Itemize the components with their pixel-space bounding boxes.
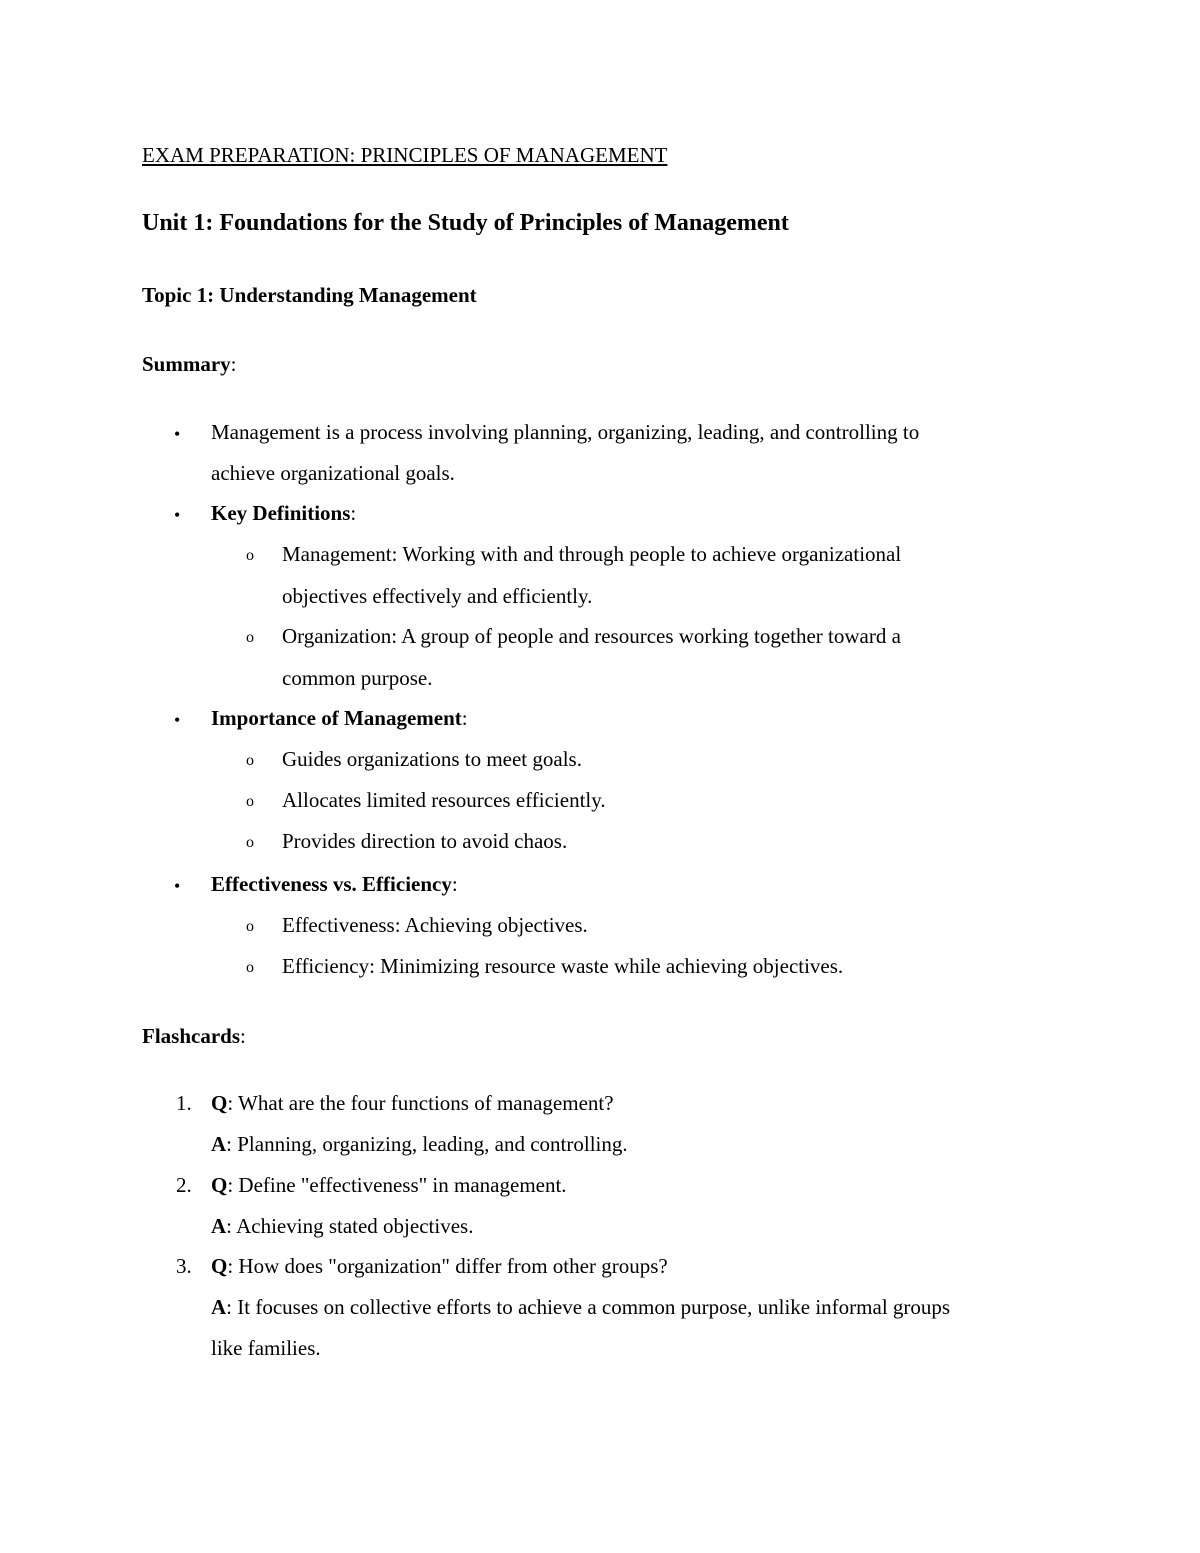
flashcards-label: Flashcards: — [142, 1024, 246, 1048]
definition-organization-line2: common purpose. — [282, 666, 433, 690]
importance-item-3: Provides direction to avoid chaos. — [282, 829, 568, 853]
flashcard-number: 1. — [176, 1091, 192, 1115]
bullet-icon: • — [174, 710, 181, 730]
key-definitions-label: Key Definitions: — [211, 501, 357, 525]
summary-intro-line2: achieve organizational goals. — [211, 461, 455, 485]
definition-organization-line1: Organization: A group of people and resources working together toward a — [282, 624, 901, 648]
sub-bullet-icon: o — [246, 547, 254, 564]
bullet-icon: • — [174, 424, 181, 444]
flashcard-number: 3. — [176, 1254, 192, 1278]
flashcard-answer-continued: like families. — [211, 1336, 321, 1360]
bullet-icon: • — [174, 876, 181, 896]
flashcard-question: Q: Define "effectiveness" in management. — [211, 1173, 567, 1197]
sub-bullet-icon: o — [246, 918, 254, 935]
flashcard-number: 2. — [176, 1173, 192, 1197]
flashcard-answer: A: Planning, organizing, leading, and controlling. — [211, 1132, 628, 1156]
effectiveness-label: Effectiveness vs. Efficiency: — [211, 872, 458, 896]
bullet-icon: • — [174, 505, 181, 525]
effectiveness-item-1: Effectiveness: Achieving objectives. — [282, 913, 588, 937]
sub-bullet-icon: o — [246, 629, 254, 646]
sub-bullet-icon: o — [246, 834, 254, 851]
unit-heading: Unit 1: Foundations for the Study of Principles of Management — [142, 210, 789, 236]
document-title: EXAM PREPARATION: PRINCIPLES OF MANAGEMENT — [142, 143, 668, 167]
topic-heading: Topic 1: Understanding Management — [142, 283, 477, 307]
importance-item-2: Allocates limited resources efficiently. — [282, 788, 606, 812]
sub-bullet-icon: o — [246, 752, 254, 769]
definition-management-line2: objectives effectively and efficiently. — [282, 584, 593, 608]
flashcard-answer: A: Achieving stated objectives. — [211, 1214, 474, 1238]
summary-label: Summary: — [142, 352, 237, 376]
importance-item-1: Guides organizations to meet goals. — [282, 747, 582, 771]
sub-bullet-icon: o — [246, 793, 254, 810]
effectiveness-item-2: Efficiency: Minimizing resource waste while achieving objectives. — [282, 954, 844, 978]
definition-management-line1: Management: Working with and through people to achieve organizational — [282, 542, 902, 566]
flashcard-question: Q: How does "organization" differ from other groups? — [211, 1254, 668, 1278]
sub-bullet-icon: o — [246, 959, 254, 976]
flashcard-answer: A: It focuses on collective efforts to achieve a common purpose, unlike informal groups — [211, 1295, 951, 1319]
flashcard-question: Q: What are the four functions of management? — [211, 1091, 614, 1115]
importance-label: Importance of Management: — [211, 706, 468, 730]
summary-intro-line1: Management is a process involving planning, organizing, leading, and controlling to — [211, 420, 920, 444]
